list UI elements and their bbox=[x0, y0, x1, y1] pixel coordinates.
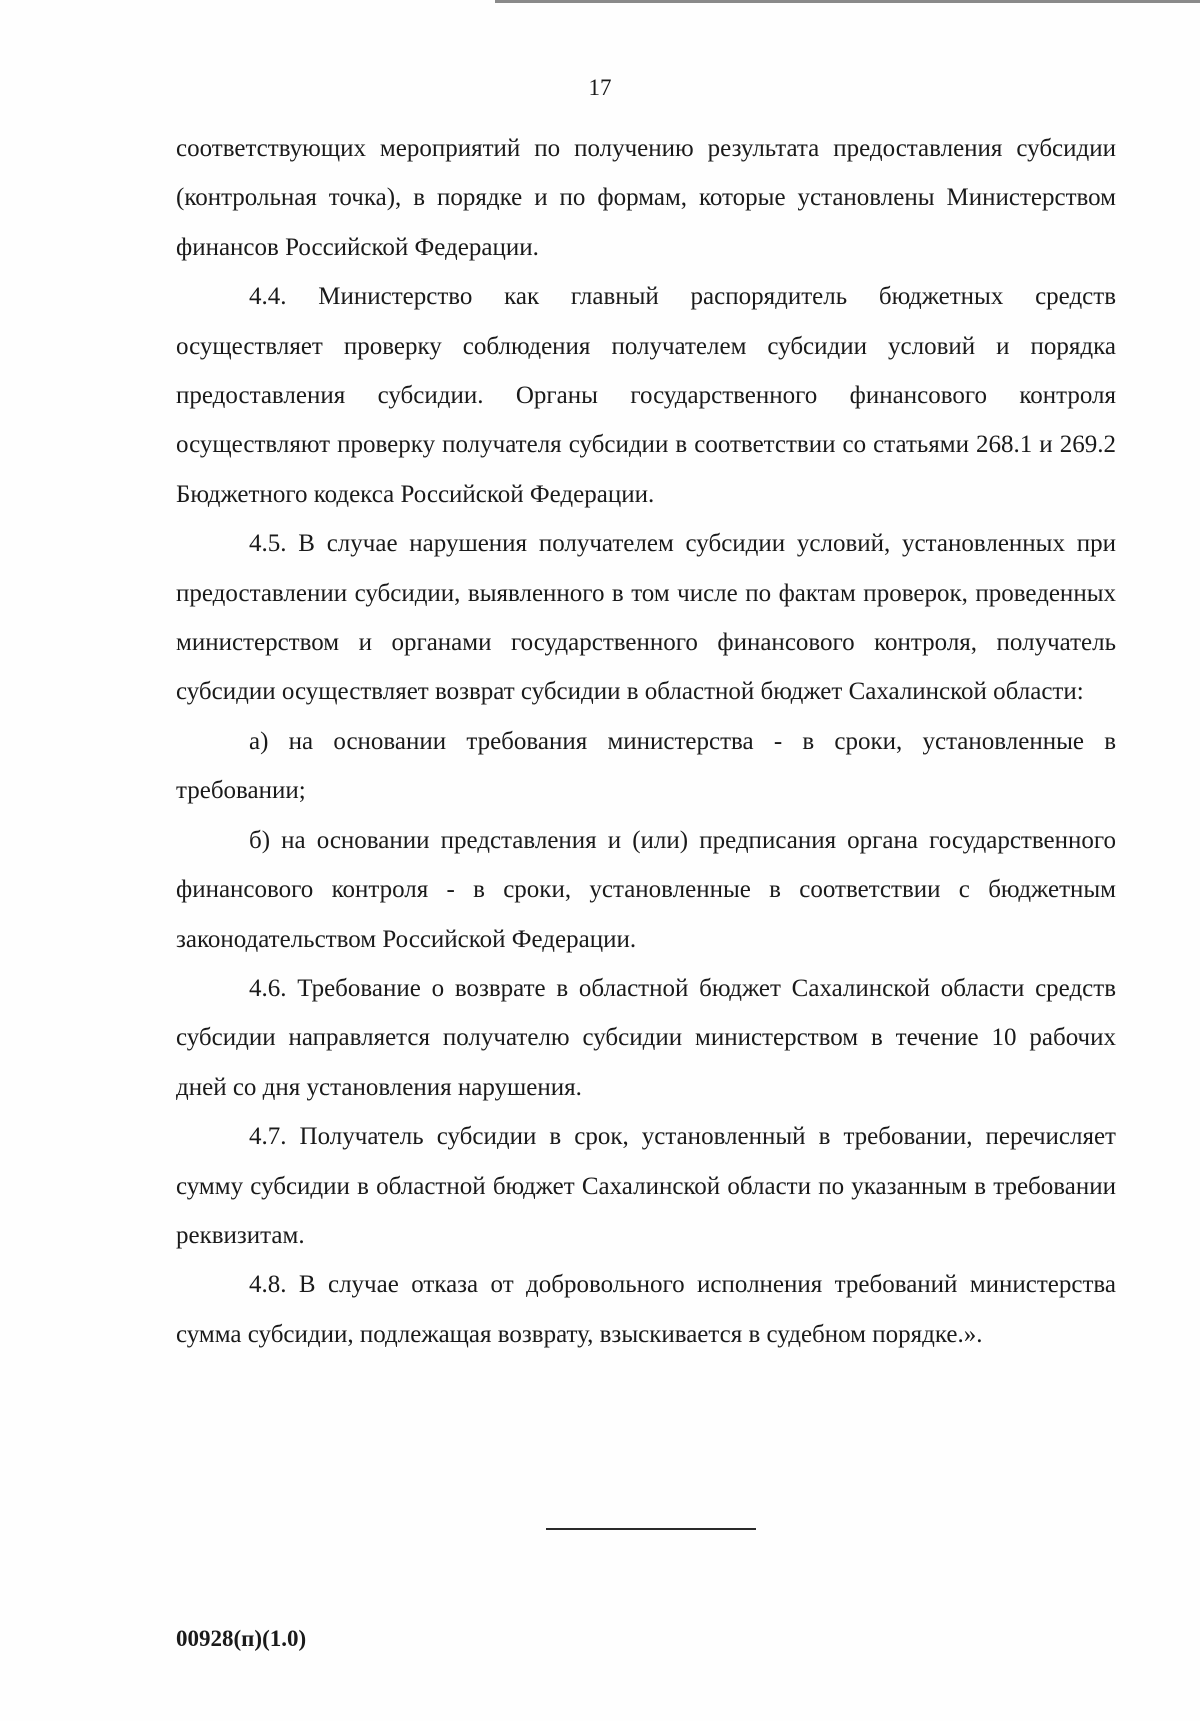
paragraph-4-8: 4.8. В случае отказа от добровольного исполнения требований министерства сумма субсидии, подлежащая возврату, взыскивается в судебном порядке.». bbox=[176, 1271, 1116, 1348]
end-of-text-separator bbox=[546, 1528, 756, 1530]
scan-top-edge-line bbox=[495, 0, 1200, 3]
paragraph-4-6: 4.6. Требование о возврате в областной бюджет Сахалинской области средств субсидии направляется получателю субсидии министерством в течение 10 рабочих дней со дня установления нарушения. bbox=[176, 974, 1116, 1101]
paragraph-4-5: 4.5. В случае нарушения получателем субсидии условий, установленных при предоставлении субсидии, выявленного в том числе по фактам проверок, проведенных министерством и органами государственного финансового контроля, получатель субсидии осуществляет возврат субсидии в областной бюджет Сахалинской области: bbox=[176, 530, 1116, 706]
paragraph-4-4: 4.4. Министерство как главный распорядитель бюджетных средств осуществляет проверку соблюдения получателем субсидии условий и порядка предоставления субсидии. Органы государственного финансового контроля осуществляют проверку получателя субсидии в соответствии со статьями 268.1 и 269.2 Бюджетного кодекса Российской Федерации. bbox=[176, 283, 1116, 508]
paragraph-continuation: соответствующих мероприятий по получению результата предоставления субсидии (контрольная точка), в порядке и по формам, которые установлены Министерством финансов Российской Федерации. bbox=[176, 135, 1116, 261]
document-body bbox=[176, 124, 1116, 1359]
paragraph-4-5-b: б) на основании представления и (или) предписания органа государственного финансового контроля - в сроки, установленные в соответствии с бюджетным законодательством Российской Федерации. bbox=[176, 826, 1116, 953]
page-number: 17 bbox=[588, 75, 612, 100]
paragraph-4-5-a: а) на основании требования министерства - в сроки, установленные в требовании; bbox=[176, 727, 1116, 805]
paragraph-4-7: 4.7. Получатель субсидии в срок, установленный в требовании, перечисляет сумму субсидии в областной бюджет Сахалинской области по указанным в требовании реквизитам. bbox=[176, 1123, 1116, 1249]
document-code: 00928(п)(1.0) bbox=[176, 1626, 307, 1651]
